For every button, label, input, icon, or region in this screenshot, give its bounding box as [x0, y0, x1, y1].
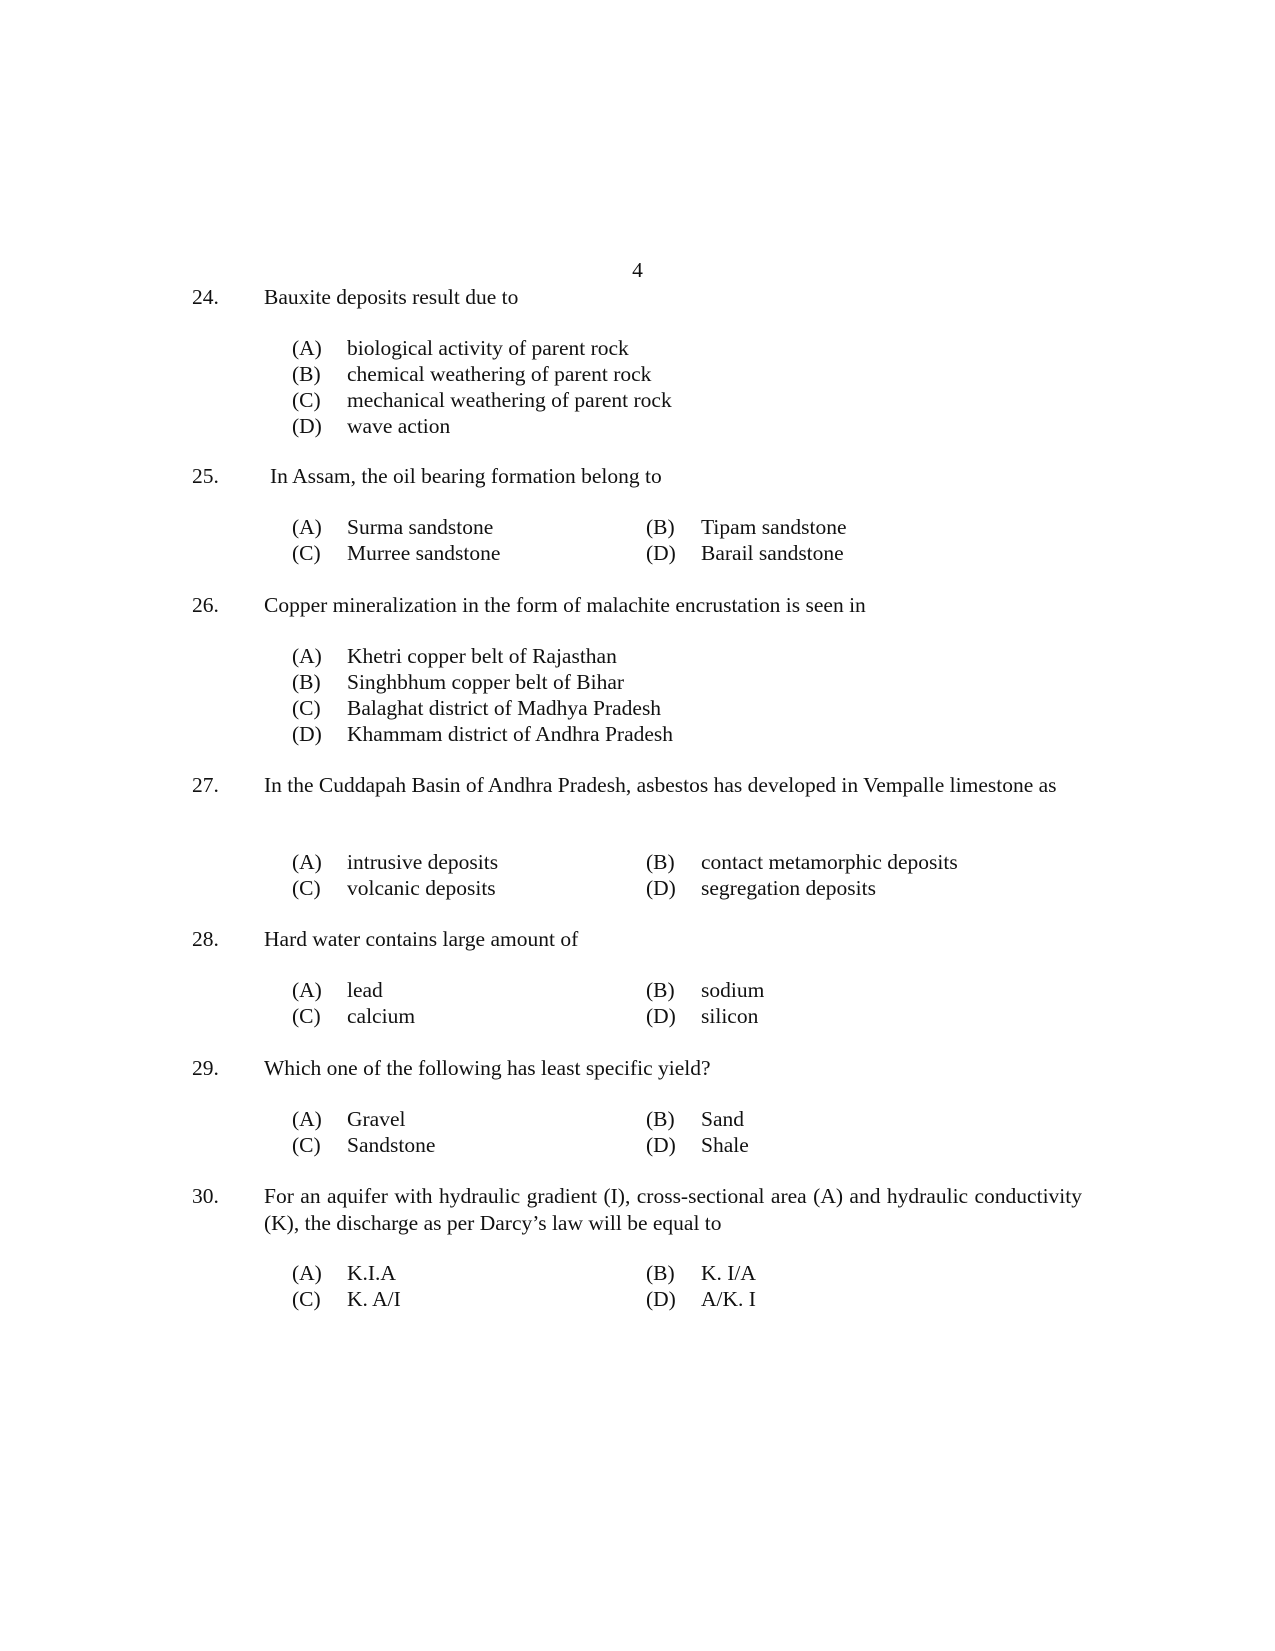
- option-text: Sandstone: [347, 1133, 436, 1157]
- question-text: Hard water contains large amount of: [264, 927, 579, 951]
- option-text: Khammam district of Andhra Pradesh: [347, 722, 674, 746]
- option-label: (D): [292, 722, 322, 746]
- option-label: (D): [646, 876, 676, 900]
- option-label: (A): [292, 1107, 322, 1131]
- option-text: calcium: [347, 1004, 416, 1028]
- question-28: [192, 926, 1082, 1028]
- option-label: (D): [292, 414, 322, 438]
- question-number: 26.: [192, 593, 219, 617]
- option-label: (D): [646, 1004, 676, 1028]
- question-number: 27.: [192, 773, 219, 797]
- option-text: K. A/I: [347, 1287, 401, 1311]
- question-26: [192, 592, 1082, 746]
- option-label: (C): [292, 1004, 321, 1028]
- option-text: Gravel: [347, 1107, 406, 1131]
- option-label: (C): [292, 541, 321, 565]
- question-text: For an aquifer with hydraulic gradient (I), cross-sectional area (A) and hydraulic conductivity (K), the discharge as per Darcy’s law will be equal to: [264, 1184, 1082, 1235]
- option-label: (B): [292, 670, 321, 694]
- option-label: (D): [646, 541, 676, 565]
- option-label: (C): [292, 1287, 321, 1311]
- option-text: Barail sandstone: [701, 541, 844, 565]
- option-label: (B): [646, 515, 675, 539]
- option-text: wave action: [347, 414, 451, 438]
- option-text: K.I.A: [347, 1261, 396, 1285]
- question-24: [192, 284, 1082, 438]
- option-text: lead: [347, 978, 383, 1002]
- option-text: biological activity of parent rock: [347, 336, 629, 360]
- option-text: A/K. I: [701, 1287, 756, 1311]
- question-number: 28.: [192, 927, 219, 951]
- page-number: 4: [632, 258, 643, 282]
- question-text: Which one of the following has least specific yield?: [264, 1056, 711, 1080]
- question-text: Bauxite deposits result due to: [264, 285, 519, 309]
- option-text: Sand: [701, 1107, 744, 1131]
- question-number: 24.: [192, 285, 219, 309]
- option-label: (B): [646, 1261, 675, 1285]
- question-number: 25.: [192, 464, 219, 488]
- option-label: (C): [292, 388, 321, 412]
- option-label: (B): [646, 978, 675, 1002]
- option-text: chemical weathering of parent rock: [347, 362, 652, 386]
- option-text: Singhbhum copper belt of Bihar: [347, 670, 625, 694]
- option-label: (A): [292, 1261, 322, 1285]
- option-label: (A): [292, 850, 322, 874]
- option-label: (C): [292, 696, 321, 720]
- option-text: contact metamorphic deposits: [701, 850, 958, 874]
- option-text: K. I/A: [701, 1261, 756, 1285]
- question-text: In the Cuddapah Basin of Andhra Pradesh, asbestos has developed in Vempalle limestone as: [264, 773, 1057, 797]
- option-text: Surma sandstone: [347, 515, 494, 539]
- option-text: sodium: [701, 978, 765, 1002]
- option-label: (B): [646, 1107, 675, 1131]
- option-label: (B): [292, 362, 321, 386]
- question-29: [192, 1055, 1082, 1157]
- question-30: [192, 1183, 1082, 1311]
- option-text: Balaghat district of Madhya Pradesh: [347, 696, 662, 720]
- option-text: Khetri copper belt of Rajasthan: [347, 644, 617, 668]
- question-27: [192, 772, 1082, 900]
- option-text: Tipam sandstone: [701, 515, 847, 539]
- option-label: (C): [292, 876, 321, 900]
- option-label: (A): [292, 515, 322, 539]
- question-number: 30.: [192, 1184, 219, 1208]
- option-text: silicon: [701, 1004, 759, 1028]
- option-label: (B): [646, 850, 675, 874]
- option-label: (A): [292, 336, 322, 360]
- option-text: mechanical weathering of parent rock: [347, 388, 672, 412]
- option-label: (C): [292, 1133, 321, 1157]
- option-text: Shale: [701, 1133, 749, 1157]
- option-label: (D): [646, 1287, 676, 1311]
- question-25: [192, 463, 1082, 565]
- option-text: volcanic deposits: [347, 876, 496, 900]
- option-label: (A): [292, 644, 322, 668]
- option-text: intrusive deposits: [347, 850, 499, 874]
- question-number: 29.: [192, 1056, 219, 1080]
- option-text: segregation deposits: [701, 876, 876, 900]
- option-label: (A): [292, 978, 322, 1002]
- option-text: Murree sandstone: [347, 541, 501, 565]
- question-text: Copper mineralization in the form of malachite encrustation is seen in: [264, 593, 866, 617]
- option-label: (D): [646, 1133, 676, 1157]
- question-text: In Assam, the oil bearing formation belong to: [270, 464, 662, 488]
